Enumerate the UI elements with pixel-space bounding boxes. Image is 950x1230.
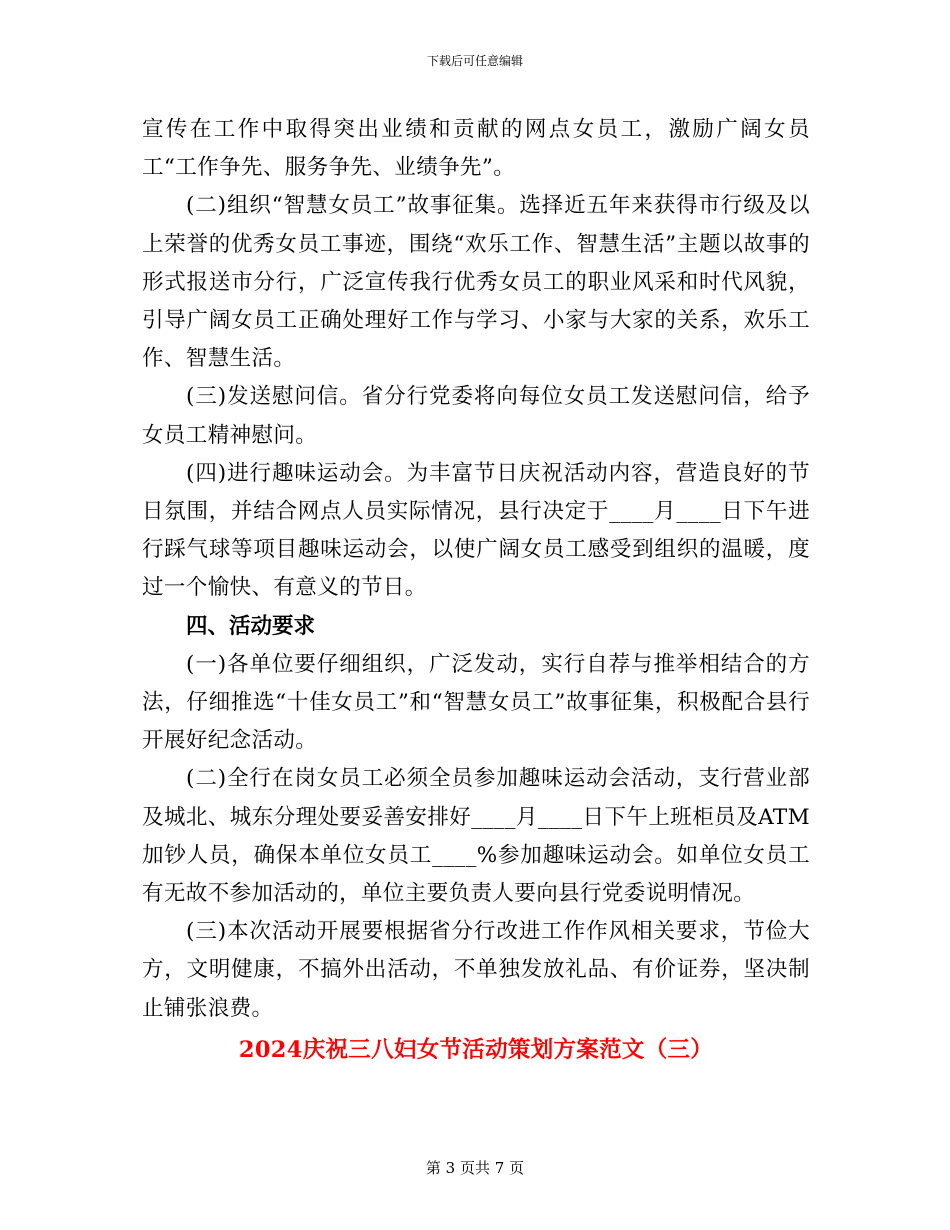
- section-heading-requirements: 四、活动要求: [186, 613, 316, 639]
- requirement-item-1: (一)各单位要仔细组织，广泛发动，实行自荐与推举相结合的方法，仔细推选“十佳女员工”和“智慧女员工”故事征集，积极配合县行开展好纪念活动。: [142, 651, 810, 754]
- requirement-item-2: (二)全行在岗女员工必须全员参加趣味运动会活动，支行营业部及城北、城东分理处要妥善安排好____月____日下午上班柜员及ATM加钞人员，确保本单位女员工____%参加趣味运动会。如单位女员工有无故不参加活动的，单位主要负责人要向县行党委说明情况。: [142, 766, 810, 907]
- requirement-item-3: (三)本次活动开展要根据省分行改进工作作风相关要求，节俭大方，文明健康，不搞外出活动，不单独发放礼品、有价证券，坚决制止铺张浪费。: [142, 919, 810, 1021]
- document-title: 2024庆祝三八妇女节活动策划方案范文（三）: [238, 1036, 714, 1063]
- page-footer: 第 3 页共 7 页: [425, 1159, 525, 1177]
- paragraph-condolence-letter: (三)发送慰问信。省分行党委将向每位女员工发送慰问信，给予女员工精神慰问。: [142, 384, 810, 448]
- paragraph-story-collection: (二)组织“智慧女员工”故事征集。选择近五年来获得市行级及以上荣誉的优秀女员工事迹，围绕“欢乐工作、智慧生活”主题以故事的形式报送市分行，广泛宣传我行优秀女员工的职业风采和时代风貌，引导广阔女员工正确处理好工作与学习、小家与大家的关系，欢乐工作、智慧生活。: [142, 193, 810, 372]
- paragraph-continuation: 宣传在工作中取得突出业绩和贡献的网点女员工，激励广阔女员工“工作争先、服务争先、业绩争先”。: [142, 117, 810, 181]
- paragraph-sports-meeting: (四)进行趣味运动会。为丰富节日庆祝活动内容，营造良好的节日氛围，并结合网点人员实际情况，县行决定于____月____日下午进行踩气球等项目趣味运动会，以使广阔女员工感受到组织的温暖，度过一个愉快、有意义的节日。: [142, 460, 810, 601]
- document-body: [142, 111, 810, 1070]
- page-header: 下载后可任意编辑: [426, 54, 523, 68]
